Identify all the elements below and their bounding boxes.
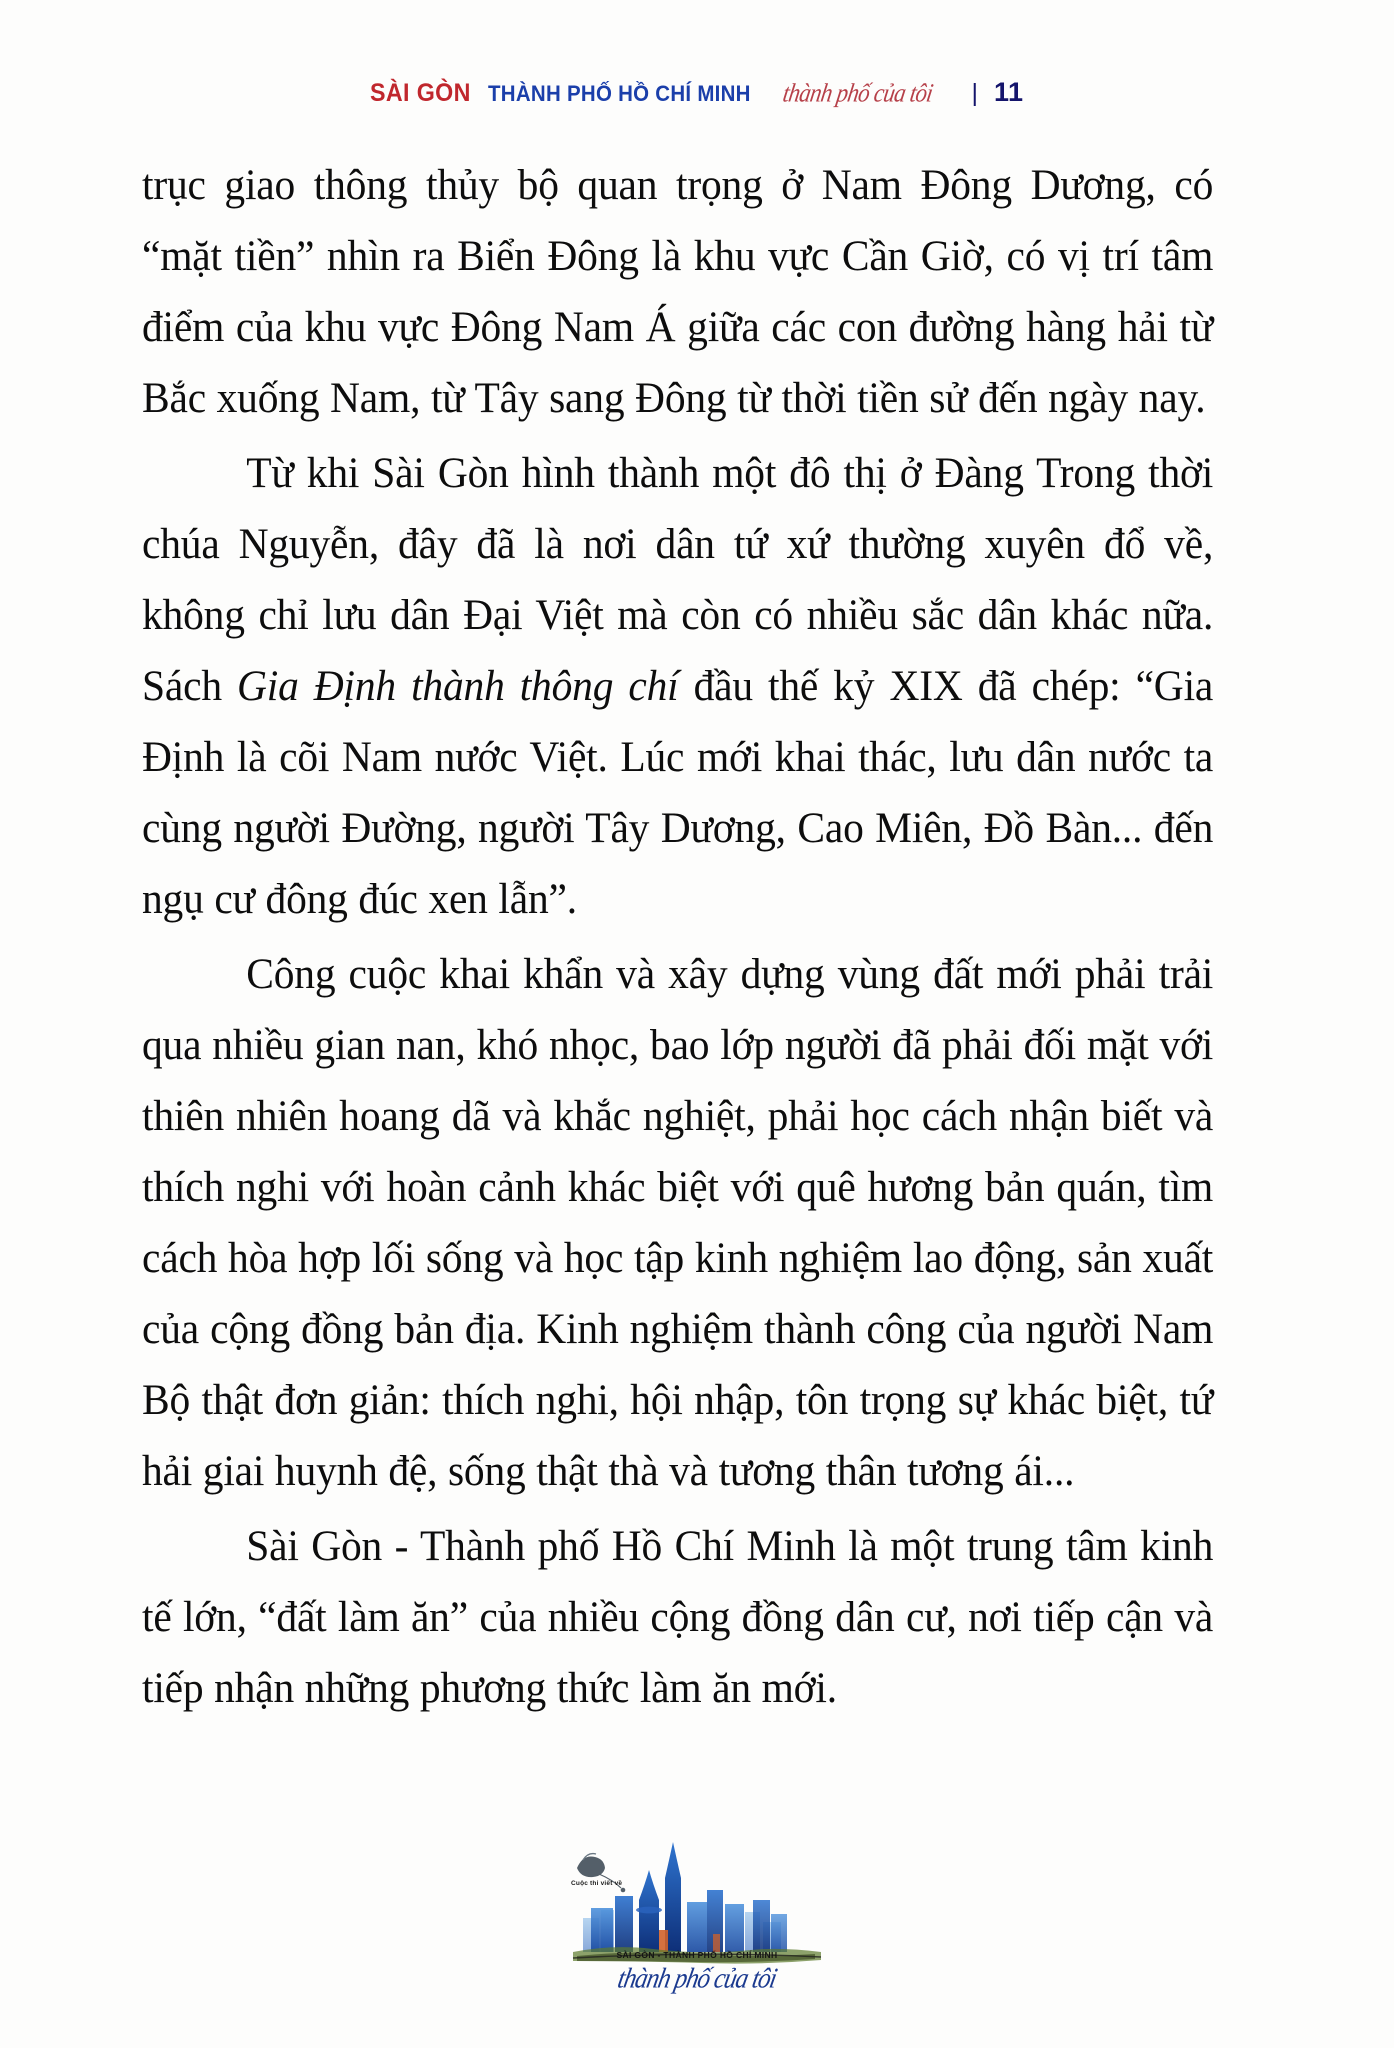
running-head-brand-tphcm: THÀNH PHỐ HỒ CHÍ MINH	[487, 81, 751, 106]
running-head-script-tagline: thành phố của tôi	[781, 79, 935, 108]
emblem-kicker: Cuộc thi viết về	[571, 1880, 623, 1887]
body-paragraph	[142, 939, 1213, 1507]
running-head-inner	[370, 77, 1023, 108]
running-head-separator: |	[971, 79, 978, 107]
footer-emblem	[0, 1826, 1394, 2026]
running-head	[0, 62, 1394, 108]
body-paragraph	[142, 438, 1213, 935]
page-number: 11	[993, 77, 1024, 107]
body-paragraph	[142, 150, 1213, 434]
emblem-script-tagline: thành phố của tôi	[615, 1962, 779, 1994]
paragraph-text: đầu thế kỷ XIX đã chép: “Gia Định là cõi Nam nước Việt. Lúc mới khai thác, lưu dân nước ta cùng người Đường, người Tây Dương, Cao Miên, Đồ Bàn... đến ngụ cư đông đúc xen lẫn”.	[142, 663, 1214, 923]
body-text-column	[142, 150, 1252, 1728]
paragraph-text: Từ khi Sài Gòn hình thành một đô thị ở Đàng Trong thời chúa Nguyễn, đây đã là nơi dân tứ xứ thường xuyên đổ về, không chỉ lưu dân Đại Việt mà còn có nhiều sắc dân khác nữa. Sách	[142, 450, 1214, 710]
emblem-title: SÀI GÒN - THÀNH PHỐ HỒ CHÍ MINH	[616, 1950, 778, 1960]
paragraph-text: trục giao thông thủy bộ quan trọng ở Nam Đông Dương, có “mặt tiền” nhìn ra Biển Đông là khu vực Cần Giờ, có vị trí tâm điểm của khu vực Đông Nam Á giữa các con đường hàng hải từ Bắc xuống Nam, từ Tây sang Đông từ thời tiền sử đến ngày nay.	[142, 162, 1214, 422]
body-paragraph	[142, 1511, 1213, 1724]
emblem-box	[547, 1826, 847, 2026]
skyline-illustration-icon	[547, 1826, 847, 2026]
cited-work-title: Gia Định thành thông chí	[236, 663, 679, 710]
paragraph-text: Công cuộc khai khẩn và xây dựng vùng đất mới phải trải qua nhiều gian nan, khó nhọc, bao lớp người đã phải đối mặt với thiên nhiên hoang dã và khắc nghiệt, phải học cách nhận biết và thích nghi với hoàn cảnh khác biệt với quê hương bản quán, tìm cách hòa hợp lối sống và học tập kinh nghiệm lao động, sản xuất của cộng đồng bản địa. Kinh nghiệm thành công của người Nam Bộ thật đơn giản: thích nghi, hội nhập, tôn trọng sự khác biệt, tứ hải giai huynh đệ, sống thật thà và tương thân tương ái...	[142, 951, 1214, 1495]
paragraph-text: Sài Gòn - Thành phố Hồ Chí Minh là một trung tâm kinh tế lớn, “đất làm ăn” của nhiều cộng đồng dân cư, nơi tiếp cận và tiếp nhận những phương thức làm ăn mới.	[142, 1523, 1214, 1712]
running-head-brand-saigon: SÀI GÒN	[370, 79, 472, 107]
